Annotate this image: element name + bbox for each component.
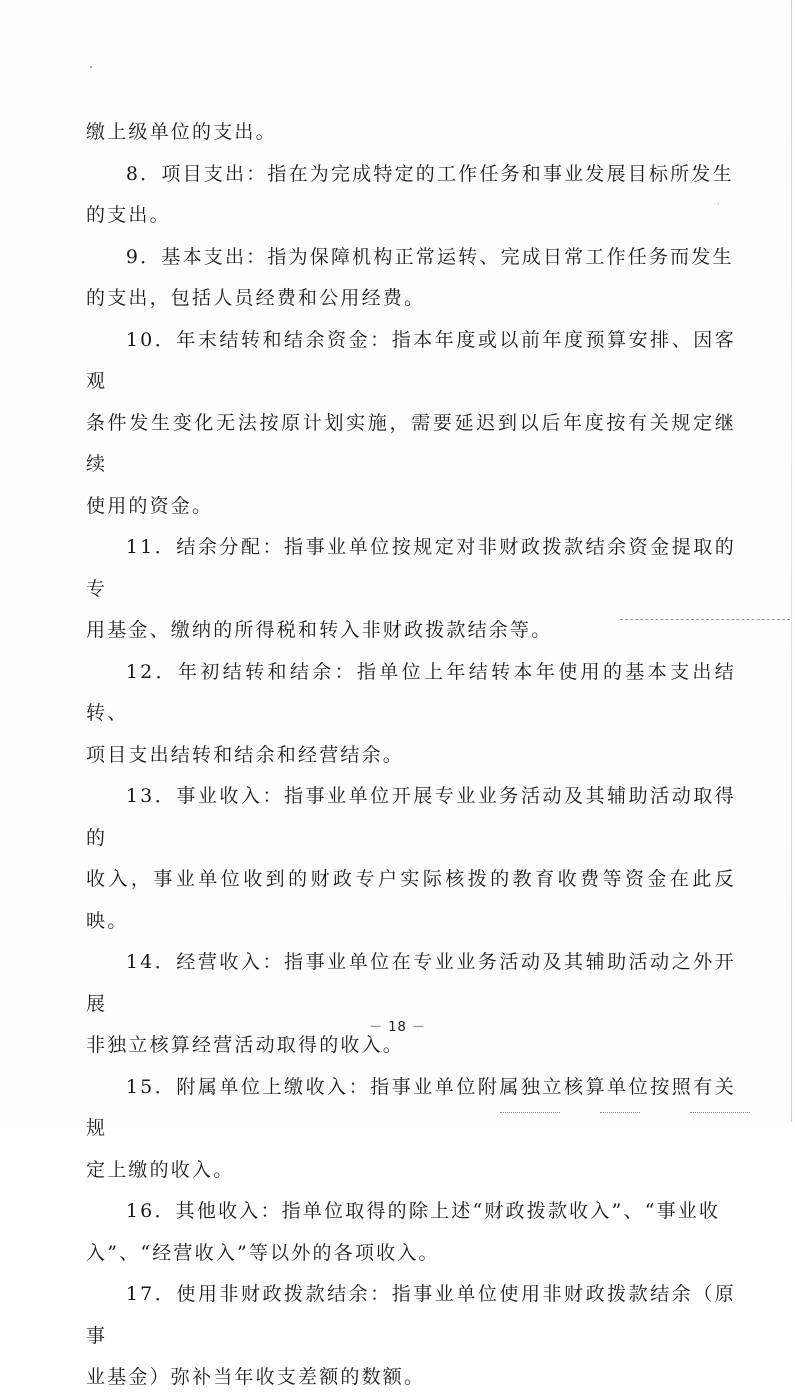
page-number: － 18 －	[369, 1020, 426, 1035]
paragraph-continuation-line: 使用的资金。	[86, 494, 214, 517]
paragraph-continuation-line: 项目支出结转和结余和经营结余。	[86, 743, 405, 766]
paragraph-continuation-line: 的支出，包括人员经费和公用经费。	[86, 287, 426, 309]
paragraph-line: 16．其他收入：指单位取得的除上述“财政拨款收入”、“事业收	[125, 1200, 721, 1222]
paragraph-continuation-line: 定上缴的收入。	[86, 1158, 235, 1181]
paragraph-line: 11．结余分配：指事业单位按规定对非财政拨款结余资金提取的专	[86, 536, 736, 600]
paragraph-line: 8．项目支出：指在为完成特定的工作任务和事业发展目标所发生	[125, 162, 734, 185]
paragraph-line: 10．年末结转和结余资金：指本年度或以前年度预算安排、因客观	[86, 328, 736, 392]
paragraph-continuation-line: 非独立核算经营活动取得的收入。	[86, 1034, 405, 1056]
paragraph-continuation-line: 用基金、缴纳的所得税和转入非财政拨款结余等。	[86, 619, 553, 641]
paragraph-continuation-line: 业基金）弥补当年收支差额的数额。	[86, 1366, 426, 1388]
paragraph-continuation-line: 条件发生变化无法按原计划实施，需要延迟到以后年度按有关规定继续	[86, 411, 736, 475]
paragraph-line: 9．基本支出：指为保障机构正常运转、完成日常工作任务而发生	[125, 245, 734, 268]
scan-edge-line	[791, 0, 792, 1122]
scan-speck	[90, 66, 92, 68]
paragraph-line: 14．经营收入：指事业单位在专业业务活动及其辅助活动之外开展	[86, 951, 736, 1015]
paragraph-line: 缴上级单位的支出。	[86, 121, 277, 143]
paragraph-line: 15．附属单位上缴收入：指事业单位附属独立核算单位按照有关规	[86, 1075, 736, 1139]
paragraph-continuation-line: 入”、“经营收入”等以外的各项收入。	[86, 1241, 440, 1264]
paragraph-line: 13．事业收入：指事业单位开展专业业务活动及其辅助活动取得的	[86, 785, 736, 849]
paragraph-continuation-line: 的支出。	[86, 204, 171, 226]
document-body	[86, 112, 736, 1399]
paragraph-line: 12．年初结转和结余：指单位上年结转本年使用的基本支出结转、	[86, 660, 736, 724]
paragraph-continuation-line: 收入，事业单位收到的财政专户实际核拨的教育收费等资金在此反映。	[86, 868, 736, 932]
paragraph-line: 17．使用非财政拨款结余：指事业单位使用非财政拨款结余（原事	[86, 1283, 736, 1347]
